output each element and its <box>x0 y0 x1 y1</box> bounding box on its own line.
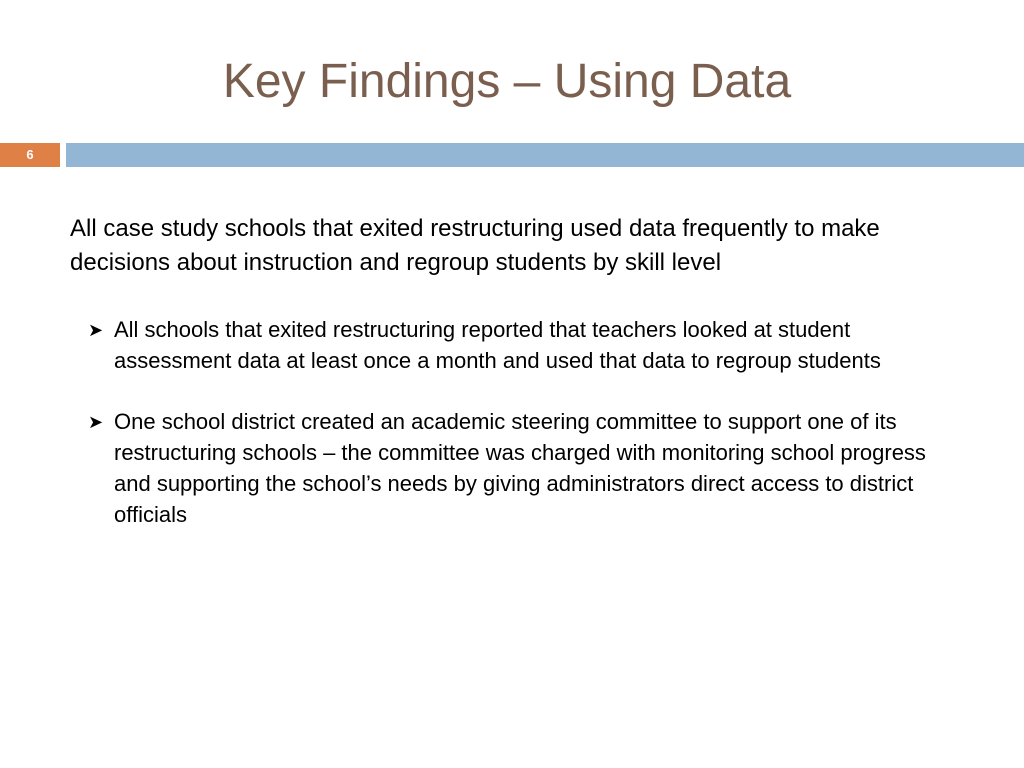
bullet-list <box>70 314 940 530</box>
slide-number: 6 <box>0 143 60 167</box>
bullet-item <box>86 406 940 530</box>
main-point: All case study schools that exited restructuring used data frequently to make decisions about instruction and regroup students by skill level <box>70 215 880 276</box>
slide-title: Key Findings – Using Data <box>222 55 792 108</box>
bullet-text: All schools that exited restructuring reported that teachers looked at student assessment data at least once a month and used that data to regroup students <box>114 317 881 373</box>
header-bar <box>66 143 1024 167</box>
slide-content <box>70 212 940 560</box>
arrow-bullet-icon: ➤ <box>88 320 104 340</box>
arrow-bullet-icon: ➤ <box>88 412 104 432</box>
bullet-text: One school district created an academic steering committee to support one of its restructuring schools – the committee was charged with monitoring school progress and supporting the school’s needs by giving administrators direct access to district officials <box>114 409 926 527</box>
bullet-item <box>86 314 940 376</box>
